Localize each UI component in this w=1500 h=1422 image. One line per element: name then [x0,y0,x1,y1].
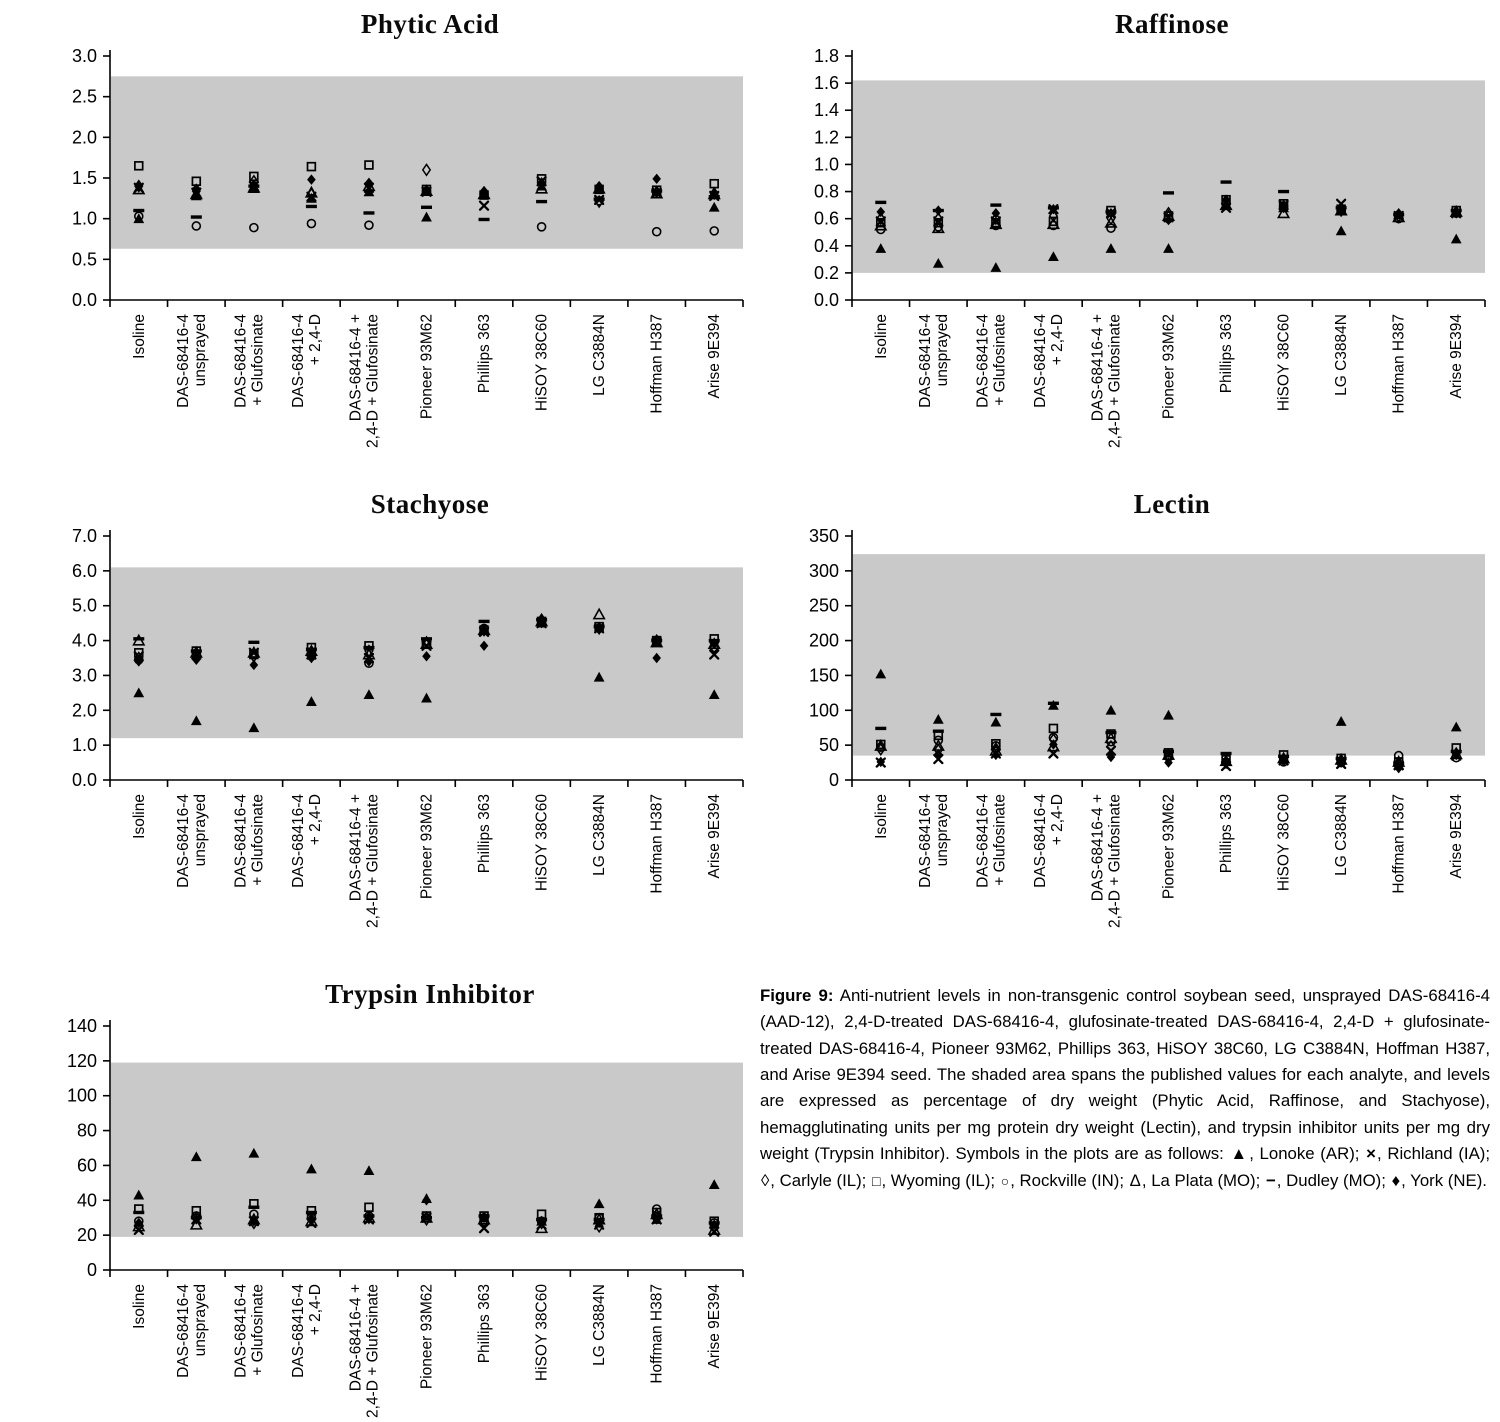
x-category-label: + Glufosinate [991,314,1009,406]
dash-icon: − [1265,1170,1276,1190]
x-category-label: Pioneer 93M62 [418,1284,436,1390]
y-tick-label: 2.0 [71,127,97,148]
y-tick-label: 120 [66,1050,97,1071]
x-category-label: HiSOY 38C60 [533,314,551,412]
x-category-label: HiSOY 38C60 [533,1284,551,1382]
x-category-labels [131,1284,723,1418]
x-category-label: Phillips 363 [476,313,494,394]
x-category-label: HiSOY 38C60 [1275,794,1293,892]
legend-site-label: , Dudley (MO); [1276,1170,1391,1190]
y-tick-label: 0 [828,770,839,790]
x-category-label: DAS-68416-4 [289,314,307,408]
x-category-label: Hoffman H387 [1390,794,1408,894]
phytic-acid-chart [10,6,755,462]
y-tick-label: 80 [76,1120,97,1141]
figure-caption-label: Figure 9: [760,986,834,1005]
y-tick-label: 1.4 [813,100,839,121]
x-category-label: DAS-68416-4 [974,314,992,408]
x-category-label: Isoline [872,794,890,839]
x-category-label: DAS-68416-4 [174,314,192,408]
y-tick-label: 0.5 [71,249,97,270]
stachyose-chart [10,486,755,942]
x-category-label: unsprayed [191,1284,209,1357]
y-tick-label: 1.2 [813,127,839,148]
x-category-label: DAS-68416-4 [1031,794,1049,888]
y-tick-label: 0 [86,1260,97,1280]
y-tick-label: 1.0 [71,735,97,756]
y-tick-label: 250 [808,595,839,616]
x-category-label: unsprayed [191,314,209,387]
x-category-label: + 2,4-D [306,314,324,366]
figure-caption [760,983,1490,1194]
x-category-label: Phillips 363 [476,1284,494,1364]
y-tick-label: 2.0 [71,700,97,721]
y-tick-label: 150 [808,665,839,686]
x-category-label: Phillips 363 [1218,794,1236,874]
x-category-label: 2,4-D + Glufosinate [1106,794,1124,928]
x-category-label: Arise 9E394 [706,794,724,879]
x-category-label: HiSOY 38C60 [533,794,551,892]
y-tick-label: 200 [808,630,839,651]
legend-site-label: , La Plata (MO); [1141,1170,1265,1190]
y-tick-label: 3.0 [71,665,97,686]
x-category-label: 2,4-D + Glufosinate [364,794,382,928]
legend-site-label: , Carlyle (IL); [770,1170,872,1190]
bold-x-icon: × [1366,1144,1376,1164]
lectin-plot [752,522,1497,942]
y-tick-label: 0.2 [813,262,839,283]
x-category-label: DAS-68416-4 + [1089,314,1107,422]
x-category-label: Phillips 363 [476,794,494,874]
phytic-acid-title: Phytic Acid [360,9,500,39]
y-tick-label: 60 [76,1155,97,1176]
x-category-label: Isoline [130,314,148,359]
trypsin-inhibitor-title: Trypsin Inhibitor [325,979,535,1009]
x-category-label: Pioneer 93M62 [1160,794,1178,900]
trypsin-inhibitor-chart [10,976,755,1422]
x-category-label: + Glufosinate [249,314,267,406]
y-tick-label: 0.0 [71,290,97,310]
y-tick-label: 0.8 [813,181,839,202]
y-tick-label: 3.0 [71,46,97,66]
trypsin-inhibitor-plot [10,1012,755,1422]
lectin-chart [752,486,1497,942]
x-category-label: + 2,4-D [306,794,324,846]
x-category-label: HiSOY 38C60 [1275,314,1293,412]
y-tick-labels [72,46,97,310]
published-range-band [111,1063,743,1237]
published-range-band [853,554,1485,755]
y-tick-label: 1.0 [71,208,97,229]
legend-site-label: , Rockville (IN); [1010,1170,1129,1190]
x-category-label: DAS-68416-4 + [1089,794,1107,902]
x-category-label: + 2,4-D [1048,794,1066,846]
y-tick-label: 4.0 [71,630,97,651]
x-category-label: DAS-68416-4 + [347,794,365,902]
stachyose-plot [10,522,755,942]
x-category-labels [131,794,723,928]
y-tick-label: 5.0 [71,595,97,616]
x-category-labels [873,314,1465,448]
x-category-label: DAS-68416-4 [1031,314,1049,408]
x-category-label: Isoline [130,794,148,839]
raffinose-title: Raffinose [1115,9,1229,39]
x-category-label: Hoffman H387 [1390,314,1408,414]
published-range-band [111,76,743,248]
x-category-label: Pioneer 93M62 [418,794,436,900]
y-tick-labels [814,46,839,310]
x-category-label: DAS-68416-4 [232,314,250,408]
open-diamond-icon: ◊ [761,1170,770,1190]
x-category-label: LG C3884N [591,1284,609,1366]
open-triangle-icon: Δ [1129,1170,1141,1190]
y-tick-label: 2.5 [71,86,97,107]
open-circle-icon: ○ [1000,1172,1010,1189]
filled-diamond-icon: ♦ [1391,1170,1401,1190]
x-category-label: + Glufosinate [249,1284,267,1376]
legend-site-label: , York (NE). [1401,1170,1487,1190]
x-category-label: LG C3884N [1333,314,1351,396]
y-tick-labels [67,1016,97,1280]
legend-site-label: , Lonoke (AR); [1249,1144,1366,1164]
x-category-label: DAS-68416-4 [974,794,992,888]
x-category-label: DAS-68416-4 [289,1284,307,1378]
y-tick-label: 1.5 [71,168,97,188]
y-tick-label: 50 [818,735,839,756]
x-category-label: Hoffman H387 [648,314,666,414]
x-category-label: DAS-68416-4 + [347,1284,365,1392]
x-category-label: DAS-68416-4 [174,1284,192,1378]
raffinose-chart [752,6,1497,462]
y-tick-label: 6.0 [71,560,97,581]
x-category-label: LG C3884N [1333,794,1351,876]
y-tick-label: 40 [76,1190,97,1211]
x-category-label: Arise 9E394 [706,314,724,399]
y-tick-label: 350 [808,526,839,546]
x-category-label: + 2,4-D [306,1284,324,1336]
x-category-label: Hoffman H387 [648,794,666,894]
x-category-label: Arise 9E394 [1448,314,1466,399]
y-tick-label: 0.0 [813,290,839,310]
x-category-label: DAS-68416-4 [289,794,307,888]
x-category-label: unsprayed [191,794,209,867]
x-category-label: DAS-68416-4 [174,794,192,888]
y-tick-label: 100 [66,1085,97,1106]
y-tick-label: 1.0 [813,154,839,175]
x-category-label: Hoffman H387 [648,1284,666,1384]
lectin-title: Lectin [1133,489,1211,519]
open-square-icon: □ [872,1172,881,1189]
x-category-label: DAS-68416-4 [916,314,934,408]
legend-site-label: , Wyoming (IL); [881,1170,1000,1190]
legend-site-label: , Richland (IA); [1376,1144,1491,1164]
x-category-label: + 2,4-D [1048,314,1066,366]
y-tick-label: 0.4 [813,235,839,256]
phytic-acid-plot [10,42,755,462]
y-tick-label: 1.6 [813,73,839,94]
x-category-labels [131,314,723,448]
x-category-label: Arise 9E394 [706,1284,724,1369]
x-category-label: DAS-68416-4 [232,1284,250,1378]
x-category-label: + Glufosinate [991,794,1009,886]
x-category-label: LG C3884N [591,794,609,876]
y-tick-label: 20 [76,1225,97,1246]
x-category-label: Phillips 363 [1218,313,1236,394]
x-category-label: unsprayed [933,794,951,867]
x-category-label: DAS-68416-4 [916,794,934,888]
x-category-label: + Glufosinate [249,794,267,886]
x-category-label: 2,4-D + Glufosinate [364,314,382,448]
x-category-label: Pioneer 93M62 [418,314,436,420]
y-tick-label: 0.0 [71,770,97,790]
x-category-label: 2,4-D + Glufosinate [1106,314,1124,448]
x-category-label: Pioneer 93M62 [1160,314,1178,420]
y-tick-label: 1.8 [813,46,839,66]
x-category-label: Arise 9E394 [1448,794,1466,879]
figure-caption-text: Anti-nutrient levels in non-transgenic control soybean seed, unsprayed DAS-68416-4 (AAD-12), 2,4-D-treated DAS-68416-4, glufosinate-treated DAS-68416-4, 2,4-D + glufosinate-treated DAS-68416-4, Pioneer 93M62, Phillips 363, HiSOY 38C60, LG C3884N, Hoffman H387, and Arise 9E394 seed. The shaded area spans the published values for each analyte, and levels are expressed as percentage of dry weight (Phytic Acid, Raffinose, and Stachyose), hemagglutinating units per mg protein dry weight (Lectin), and trypsin inhibitor units per mg dry weight (Trypsin Inhibitor). Symbols in the plots are as follows: [760,986,1490,1164]
x-category-labels [873,794,1465,928]
x-category-label: DAS-68416-4 [232,794,250,888]
x-category-label: unsprayed [933,314,951,387]
y-tick-label: 140 [66,1016,97,1036]
y-tick-labels [72,526,97,790]
x-category-label: LG C3884N [591,314,609,396]
y-tick-label: 7.0 [71,526,97,546]
x-category-label: 2,4-D + Glufosinate [364,1284,382,1418]
y-tick-label: 300 [808,560,839,581]
x-category-label: Isoline [872,314,890,359]
filled-triangle-icon: ▲ [1230,1144,1249,1164]
x-category-label: DAS-68416-4 + [347,314,365,422]
y-tick-labels [809,526,839,790]
y-tick-label: 100 [808,700,839,721]
stachyose-title: Stachyose [370,489,490,519]
y-tick-label: 0.6 [813,208,839,229]
x-category-label: Isoline [130,1284,148,1329]
raffinose-plot [752,42,1497,462]
